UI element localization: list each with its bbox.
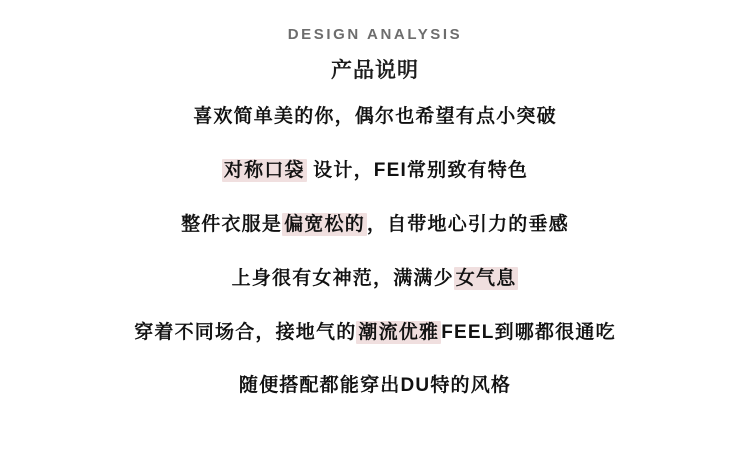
plain-text: FEEL到哪都很通吃 (441, 321, 616, 343)
plain-text: 穿着不同场合，接地气的 (134, 321, 357, 343)
description-line (239, 376, 511, 397)
plain-text: 设计，FEI常别致有特色 (306, 159, 529, 181)
highlighted-text: 对称口袋 (223, 159, 305, 181)
description-line (134, 323, 616, 344)
description-line (232, 269, 519, 290)
description-line (222, 161, 528, 182)
highlighted-text: 潮流优雅 (358, 321, 440, 343)
description-line (193, 107, 557, 128)
plain-text: 整件衣服是 (181, 213, 283, 235)
highlighted-text: 女气息 (455, 267, 517, 289)
description-line (181, 215, 569, 236)
plain-text: 随便搭配都能穿出DU特的风格 (238, 375, 512, 397)
highlighted-text: 偏宽松的 (284, 213, 365, 235)
description-lines (0, 107, 750, 397)
plain-text: 喜欢简单美的你，偶尔也希望有点小突破 (193, 106, 557, 127)
section-eyebrow: DESIGN ANALYSIS (287, 26, 463, 43)
page-title: 产品说明 (331, 59, 419, 82)
plain-text: 上身很有女神范，满满少 (231, 267, 454, 289)
plain-text: ，自带地心引力的垂感 (366, 213, 569, 235)
